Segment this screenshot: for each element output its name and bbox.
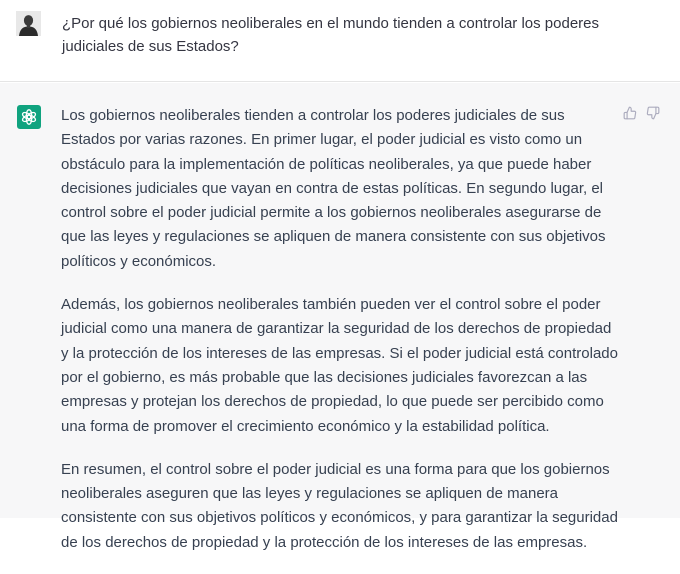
answer-paragraph-2: Además, los gobiernos neoliberales también pueden ver el control sobre el poder judicial como una manera de garantizar la seguridad de los derechos de propiedad y la protección de los intereses de las empresas. Si el poder judicial está controlado por el gobierno, es más probable que las decisiones judiciales favorezcan a las empresas y protejan los derechos de propiedad, lo que puede ser percibido como una forma de promover el crecimiento económico y la estabilidad política. [61, 296, 618, 435]
answer-paragraph-1: Los gobiernos neoliberales tienden a controlar los poderes judiciales de sus Estados por varias razones. En primer lugar, el poder judicial es visto como un obstáculo para la implementación de políticas neoliberales, ya que puede haber decisiones judiciales que vayan en contra de estas políticas. En segundo lugar, el control sobre el poder judicial permite a los gobiernos neoliberales asegurarse de que las leyes y regulaciones se apliquen de manera consistente con sus objetivos políticos y económicos. [61, 107, 606, 270]
thumbs-down-icon[interactable] [645, 105, 661, 121]
assistant-message-text [61, 104, 621, 574]
openai-logo-icon [17, 105, 41, 129]
user-message-text: ¿Por qué los gobiernos neoliberales en el mundo tienden a controlar los poderes judiciales de sus Estados? [62, 15, 600, 55]
assistant-message-row [0, 83, 680, 551]
thumbs-up-icon[interactable] [622, 105, 638, 121]
user-avatar [16, 11, 41, 36]
user-message-row [0, 0, 680, 82]
answer-paragraph-3: En resumen, el control sobre el poder judicial es una forma para que los gobiernos neoliberales aseguren que las leyes y regulaciones se apliquen de manera consistente con sus objetivos políticos y económicos, y para garantizar la seguridad de los derechos de propiedad y la protección de los intereses de las empresas. [61, 460, 618, 551]
